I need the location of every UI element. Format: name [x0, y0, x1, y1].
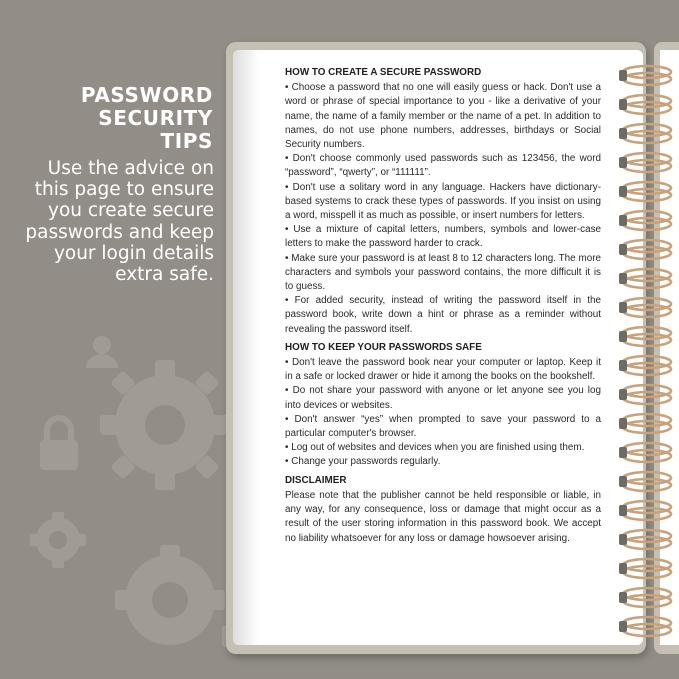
promo-description: Use the advice on this page to ensure you create secure passwords and keep your login details extra safe.: [25, 158, 214, 286]
punch-hole: [619, 273, 627, 284]
disclaimer-paragraph: Please note that the publisher cannot be held responsible or liable, in any way, for any consequence, loss or damage that might occur as a result of the user storing information in this password book. We accept no liability whatsoever for any loss or damage howsoever arising.: [285, 489, 601, 544]
gear-icon: [30, 512, 86, 568]
padlock-icon: [40, 418, 78, 470]
tip-paragraph: • Don't answer “yes” when prompted to save your password to a particular computer's browser.: [285, 413, 601, 440]
punch-hole: [619, 302, 627, 313]
tip-paragraph: • Change your passwords regularly.: [285, 456, 441, 468]
page-shadow: [233, 50, 259, 645]
section-keep-safe: [285, 341, 601, 470]
punch-hole: [619, 128, 627, 139]
spiral-binding: [615, 60, 679, 660]
punch-hole: [619, 360, 627, 371]
punch-hole: [619, 99, 627, 110]
punch-hole: [619, 389, 627, 400]
punch-hole: [619, 215, 627, 226]
punch-hole: [619, 534, 627, 545]
punch-hole: [619, 447, 627, 458]
tip-paragraph: • Don't choose commonly used passwords such as 123456, the word “password”, “qwerty”, or “111111”.: [285, 153, 601, 179]
promo-title-line: PASSWORD: [80, 83, 213, 107]
section-heading: HOW TO KEEP YOUR PASSWORDS SAFE: [285, 341, 482, 353]
punch-hole: [619, 331, 627, 342]
section-heading: DISCLAIMER: [285, 474, 347, 486]
section-heading: HOW TO CREATE A SECURE PASSWORD: [285, 67, 482, 78]
tip-paragraph: • Use a mixture of capital letters, numbers, symbols and lower-case letters to make the password harder to crack.: [285, 224, 601, 250]
tip-paragraph: • Don't use a solitary word in any language. Hackers have dictionary-based systems to crack these types of passwords. If you insist on using a word, misspell it as much as possible, or insert numbers for letters.: [285, 181, 601, 222]
section-disclaimer: [285, 474, 601, 546]
punch-hole: [619, 418, 627, 429]
punch-hole: [619, 563, 627, 574]
promo-title-line: TIPS: [160, 129, 213, 153]
punch-hole: [619, 70, 627, 81]
tip-paragraph: • For added security, instead of writing the password itself in the password book, write down a hint or phrase as a reminder without revealing the password itself.: [285, 295, 601, 335]
tip-paragraph: • Log out of websites and devices when you are finished using them.: [285, 442, 585, 454]
gear-icon: [115, 545, 225, 645]
punch-hole: [619, 621, 627, 632]
punch-hole: [619, 505, 627, 516]
punch-hole: [619, 186, 627, 197]
page-content: [285, 66, 601, 550]
promo-title: [13, 84, 213, 153]
punch-hole: [619, 157, 627, 168]
punch-hole: [619, 244, 627, 255]
tip-paragraph: • Choose a password that no one will easily guess or hack. Don't use a word or phrase of special importance to you - like a derivative of your name, the name of a family member or the name of a pet. In addition to names, do not use phone numbers, addresses, birthdays or Social Security numbers.: [285, 82, 601, 151]
punch-hole: [619, 476, 627, 487]
tip-paragraph: • Do not share your password with anyone or let anyone see you log into devices or websites.: [285, 385, 601, 411]
tip-paragraph: • Don't leave the password book near your computer or laptop. Keep it in a safe or locked drawer or hide it among the books on the bookshelf.: [285, 357, 601, 383]
user-icon: [86, 336, 118, 368]
promo-title-line: SECURITY: [98, 106, 213, 130]
section-create-password: [285, 66, 601, 337]
punch-hole: [619, 592, 627, 603]
gear-icon: [100, 360, 230, 490]
tip-paragraph: • Make sure your password is at least 8 to 12 characters long. The more characters and symbols your password contains, the more difficult it is to guess.: [285, 252, 601, 293]
